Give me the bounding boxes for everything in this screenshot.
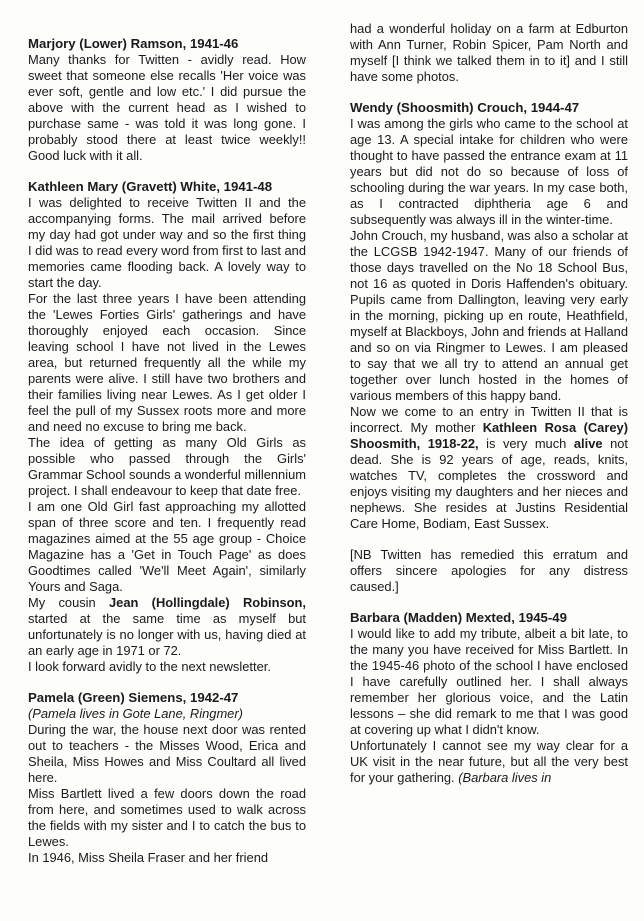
- text-run: not dead. She is 92 years of age, reads, knits, watches TV, completes the crossword and enjoys visiting my daughters and her nieces and nephews. She resides at Justins Residential Care Home, Bodiam, East Sussex.: [350, 436, 628, 531]
- paragraph: [28, 291, 306, 435]
- section-heading: [350, 100, 628, 116]
- paragraph: [28, 195, 306, 291]
- text-run: I look forward avidly to the next newsletter.: [28, 659, 271, 674]
- paragraph: [350, 738, 628, 786]
- paragraph: [28, 52, 306, 164]
- text-run: For the last three years I have been attending the 'Lewes Forties Girls' gatherings and have thoroughly enjoyed each occasion. Since leaving school I have not lived in the Lewes area, but returned frequently all the while my parents were alive. I still have two brothers and their families living near Lewes. As I get older I feel the pull of my Sussex roots more and more and need no excuse to bring me back.: [28, 291, 306, 434]
- paragraph: [28, 595, 306, 659]
- paragraph: [28, 722, 306, 786]
- left-column: [28, 21, 306, 921]
- text-run: Pamela (Green) Siemens, 1942-47: [28, 690, 239, 705]
- paragraph: [28, 706, 306, 722]
- text-run: My cousin: [28, 595, 109, 610]
- paragraph: [350, 404, 628, 532]
- text-run: I would like to add my tribute, albeit a bit late, to the many you have received for Miss Bartlett. In the 1945-46 photo of the school I have enclosed I have carefully outlined her. I shall always remember her glorious voice, and the Latin lessons – she did remark to me that I was good at covering up what I didn't know.: [350, 626, 628, 737]
- text-run: Unfortunately I cannot see my way clear for a UK visit in the near future, but all the very best for your gathering.: [350, 738, 628, 785]
- text-run: Many thanks for Twitten - avidly read. How sweet that someone else recalls 'Her voice was ever soft, gentle and low etc.' I did pursue the above with the current head as I wished to purchase same - was told it was long gone. I probably stood there at least twice weekly!! Good luck with it all.: [28, 52, 306, 163]
- text-run: I was among the girls who came to the school at age 13. A special intake for children who were thought to have passed the entrance exam at 11 years but did not do so because of loss of schooling during the war years. In my case both, as I contracted diphtheria age 6 and subsequently was always ill in the winter-time.: [350, 116, 628, 227]
- text-run: Marjory (Lower) Ramson, 1941-46: [28, 36, 239, 51]
- text-run: During the war, the house next door was rented out to teachers - the Misses Wood, Erica and Sheila, Miss Howes and Miss Coultard all lived here.: [28, 722, 306, 785]
- text-run: alive: [573, 436, 603, 451]
- text-run: I am one Old Girl fast approaching my allotted span of three score and ten. I frequently read magazines aimed at the 55 age group - Choice Magazine has a 'Get in Touch Page' as does Goodtimes called 'We'll Meet Again', similarly Yours and Saga.: [28, 499, 306, 594]
- text-run: had a wonderful holiday on a farm at Edburton with Ann Turner, Robin Spicer, Pam North and myself [I think we talked them in to it] and I still have some photos.: [350, 21, 628, 84]
- right-column: [350, 21, 628, 921]
- paragraph: [350, 21, 628, 85]
- text-run: is very much: [478, 436, 574, 451]
- text-run: The idea of getting as many Old Girls as possible who passed through the Girls' Grammar School sounds a wonderful millennium project. I shall endeavour to keep that date free.: [28, 435, 306, 498]
- paragraph: [28, 499, 306, 595]
- paragraph: [28, 786, 306, 850]
- text-run: Kathleen Rosa (Carey) Shoosmith, 1918-22,: [350, 420, 629, 451]
- text-run: [NB Twitten has remedied this erratum and offers sincere apologies for any distress caused.]: [350, 547, 628, 594]
- paragraph: [350, 228, 628, 404]
- section-heading: [350, 610, 628, 626]
- text-run: Barbara (Madden) Mexted, 1945-49: [350, 610, 567, 625]
- text-run: I was delighted to receive Twitten II and the accompanying forms. The mail arrived before my day had got under way and so the first thing I did was to read every word from first to last and memories came flooding back. A lovely way to start the day.: [28, 195, 306, 290]
- text-run: Kathleen Mary (Gravett) White, 1941-48: [28, 179, 273, 194]
- paragraph: [350, 116, 628, 228]
- section-heading: [28, 690, 306, 706]
- text-run: Miss Bartlett lived a few doors down the road from here, and sometimes used to walk across the fields with my sister and I to catch the bus to Lewes.: [28, 786, 306, 849]
- text-run: Now we come to an entry in Twitten II that is incorrect. My mother: [350, 404, 628, 435]
- paragraph: [28, 659, 306, 675]
- text-run: Wendy (Shoosmith) Crouch, 1944-47: [350, 100, 580, 115]
- text-run: (Barbara lives in: [458, 770, 552, 785]
- paragraph: [28, 850, 306, 866]
- text-run: In 1946, Miss Sheila Fraser and her friend: [28, 850, 269, 865]
- text-run: started at the same time as myself but unfortunately is no longer with us, having died at an early age in 1971 or 72.: [28, 611, 306, 658]
- section-heading: [28, 179, 306, 195]
- text-run: (Pamela lives in Gote Lane, Ringmer): [28, 706, 243, 721]
- text-run: John Crouch, my husband, was also a scholar at the LCGSB 1942-1947. Many of our friends of those days travelled on the No 18 School Bus, not 16 as quoted in Doris Haffenden's obituary. Pupils came from Dallington, leaving very early in the morning, picking up en route, Heathfield, myself at Blackboys, John and friends at Halland and so on via Ringmer to Lewes. I am pleased to say that we all try to attend an annual get together over lunch hosted in the homes of various members of this happy band.: [350, 228, 629, 403]
- text-run: Jean (Hollingdale) Robinson,: [109, 595, 306, 610]
- paragraph: [28, 435, 306, 499]
- paragraph: [350, 547, 628, 595]
- section-heading: [28, 36, 306, 52]
- paragraph: [350, 626, 628, 738]
